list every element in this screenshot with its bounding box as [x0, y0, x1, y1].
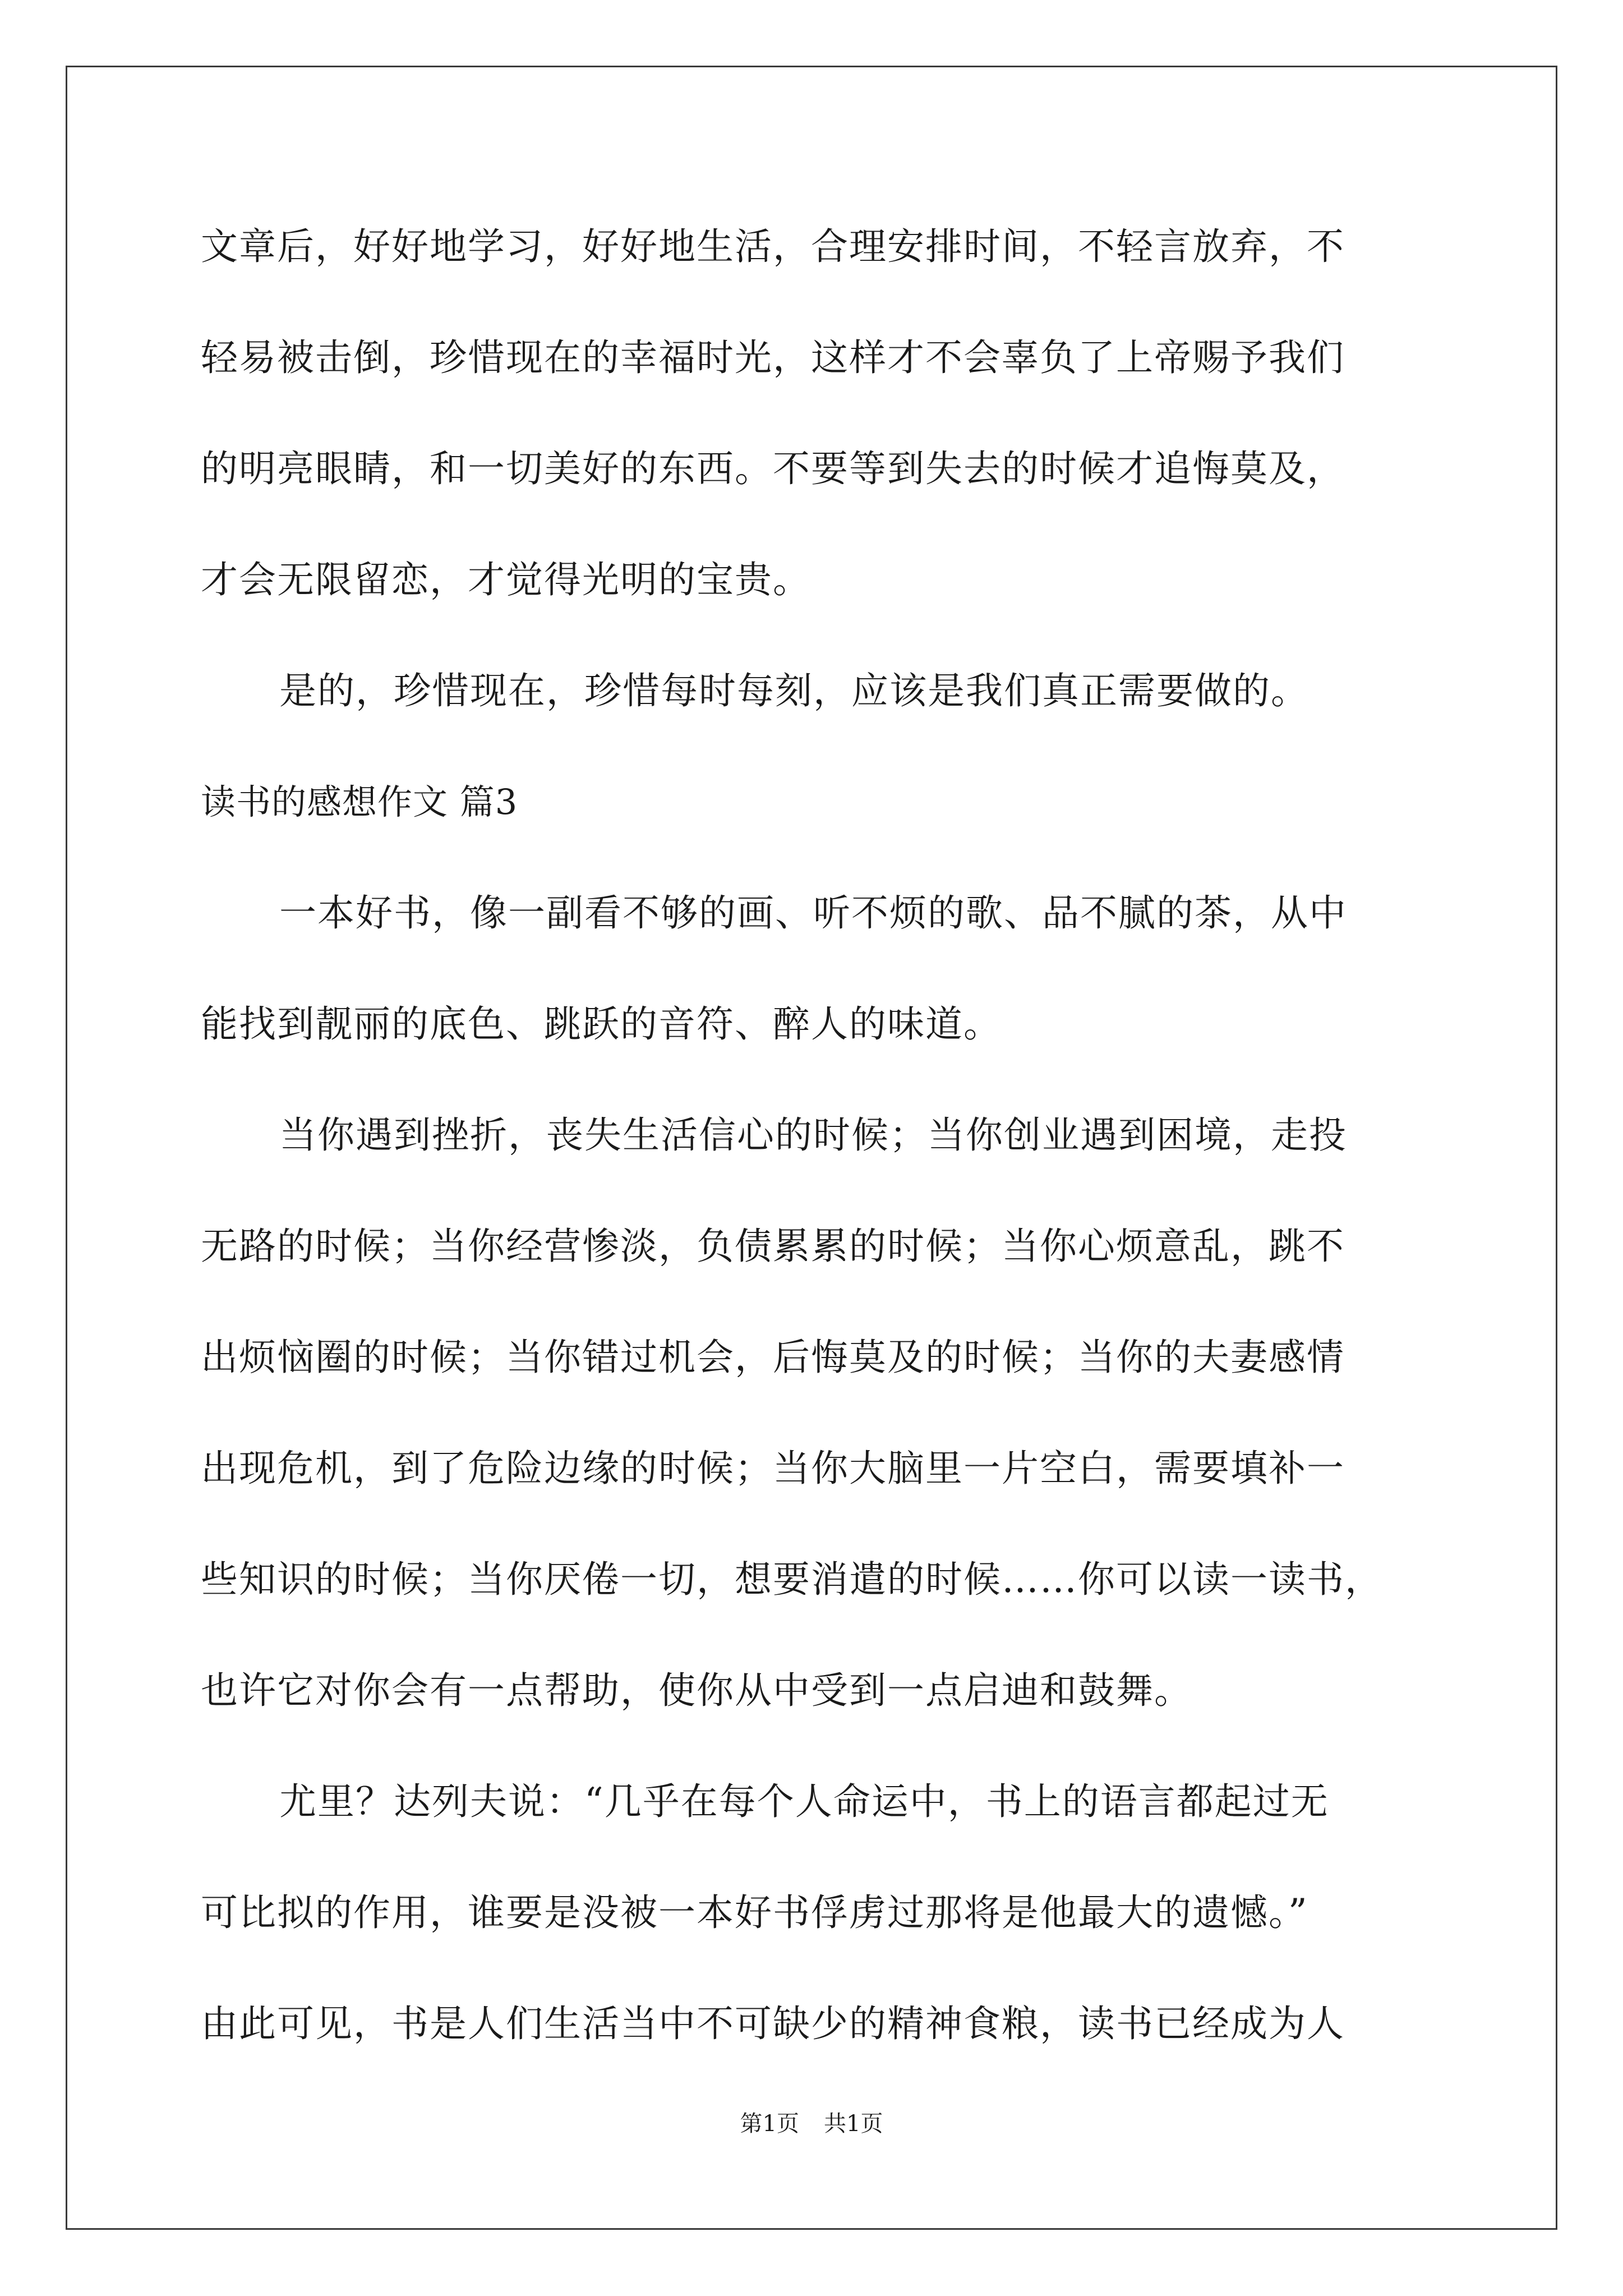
text-line: 出现危机，到了危险边缘的时候；当你大脑里一片空白，需要填补一	[201, 1447, 1345, 1490]
text-line: 出烦恼圈的时候；当你错过机会，后悔莫及的时候；当你的夫妻感情	[201, 1336, 1345, 1379]
text-line: 轻易被击倒，珍惜现在的幸福时光，这样才不会辜负了上帝赐予我们	[201, 336, 1345, 379]
text-line: 的明亮眼睛，和一切美好的东西。不要等到失去的时候才追悔莫及，	[201, 447, 1345, 490]
paragraph-first-line: 尤里？达列夫说：“几乎在每个人命运中，书上的语言都起过无	[279, 1780, 1329, 1823]
paragraph-first-line: 当你遇到挫折，丧失生活信心的时候；当你创业遇到困境，走投	[279, 1114, 1347, 1157]
text-line: 文章后，好好地学习，好好地生活，合理安排时间，不轻言放弃，不	[201, 225, 1345, 268]
text-line: 可比拟的作用，谁要是没被一本好书俘虏过那将是他最大的遗憾。”	[201, 1891, 1308, 1934]
section-heading: 读书的感想作文 篇3	[201, 781, 518, 822]
paragraph-first-line: 一本好书，像一副看不够的画、听不烦的歌、品不腻的茶，从中	[279, 891, 1347, 935]
text-line: 些知识的时候；当你厌倦一切，想要消遣的时候……你可以读一读书，	[201, 1558, 1383, 1601]
text-line: 才会无限留恋，才觉得光明的宝贵。	[201, 558, 811, 601]
text-line: 能找到靓丽的底色、跳跃的音符、醉人的味道。	[201, 1002, 1002, 1046]
page-footer	[0, 2110, 1623, 2138]
page-number: 第1页	[740, 2111, 799, 2137]
text-line: 无路的时候；当你经营惨淡，负债累累的时候；当你心烦意乱，跳不	[201, 1225, 1345, 1268]
paragraph-first-line: 是的，珍惜现在，珍惜每时每刻，应该是我们真正需要做的。	[279, 669, 1309, 712]
text-line: 由此可见，书是人们生活当中不可缺少的精神食粮，读书已经成为人	[201, 2002, 1345, 2045]
text-line: 也许它对你会有一点帮助，使你从中受到一点启迪和鼓舞。	[201, 1669, 1192, 1712]
page-total: 共1页	[824, 2111, 883, 2137]
